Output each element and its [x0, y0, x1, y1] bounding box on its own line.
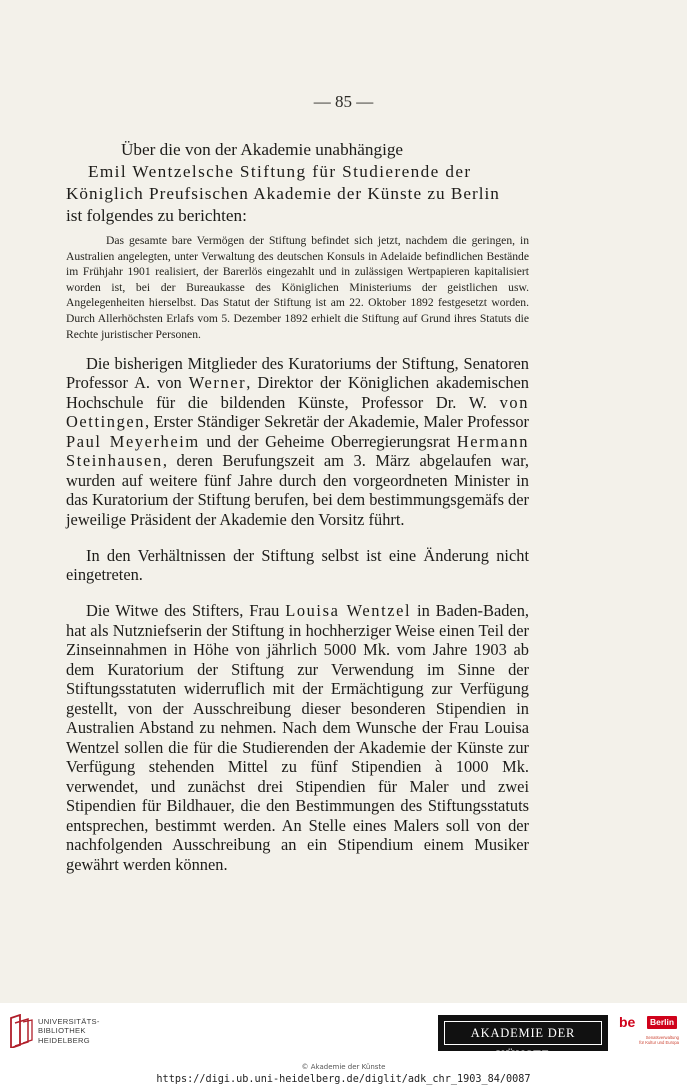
- paragraph-widow: [66, 601, 529, 874]
- university-library-logo-icon[interactable]: [8, 1014, 34, 1048]
- akademie-logo-text: AKADEMIE DER KÜNSTE: [444, 1021, 602, 1045]
- name-werner: Werner: [188, 373, 247, 393]
- berlin-logo-subtitle: [619, 1035, 679, 1045]
- berlin-logo-be: be: [619, 1014, 636, 1030]
- paragraph-curators-text-2: , Direktor der Königlichen akademischen Hochschule für die bildenden Künste, Professor Dr. W.: [66, 373, 529, 412]
- paragraph-widow-text-2: in Baden-Baden, hat als Nutzniefserin der Stiftung in hochherziger Weise einen Teil der Zinseinnahmen in Höhe von jährlich 5000 Mk. vom Jahre 1903 ab dem Kuratorium der Stiftung zur Verwendung im Sinne der Stiftungsstatuten widerruflich mit der Ermächtigung zur Verfügung gestellt, von der Ausschreibung dieser besonderen Stipendien in Australien Abstand zu nehmen. Nach dem Wunsche der Frau Louisa Wentzel sollen die für die Studierenden der Akademie der Künste zur Verfügung stehenden Mittel zu fünf Stipendien à 1000 Mk. verwendet, und zunächst drei Stipendien für Maler und zwei Stipendien für Bildhauer, die den Bestimmungen des Stiftungsstatuts entsprechen, bestimmt werden. An Stelle eines Malers soll von der nachfolgenden Ausschreibung an ein Stipendium einem Musiker gewährt werden können.: [66, 601, 529, 874]
- paragraph-widow-text-1: Die Witwe des Stifters, Frau: [86, 601, 286, 621]
- university-line-1: UNIVERSITÄTS-: [38, 1017, 100, 1026]
- berlin-logo-line-1: Senatsverwaltung: [645, 1035, 679, 1040]
- university-line-2: BIBLIOTHEK: [38, 1026, 86, 1036]
- heading-line-2: Emil Wentzelsche Stiftung für Studierende der: [88, 162, 472, 181]
- paragraph-curators-text-1: Die bisherigen Mitglieder des Kuratoriums der Stiftung, Senatoren Professor A. von: [66, 353, 529, 393]
- heading-line-1: Über die von der Akademie unabhängige: [121, 140, 404, 159]
- berlin-logo-berlin: Berlin: [647, 1016, 677, 1029]
- page-text: [66, 139, 529, 890]
- paragraph-curators-text-5: , deren Berufungszeit am 3. März abgelaufen war, wurden auf weitere fünf Jahre durch den vorgeordneten Minister in das Kuratorium der Stiftung berufen, bei dem bestimmungsgemäfs der jeweilige Präsident der Akademie den Vorsitz führt.: [66, 451, 529, 529]
- source-url-link[interactable]: https://digi.ub.uni-heidelberg.de/diglit/adk_chr_1903_84/0087: [156, 1074, 531, 1085]
- akademie-der-kuenste-logo[interactable]: [438, 1015, 608, 1062]
- small-paragraph: Das gesamte bare Vermögen der Stiftung befindet sich jetzt, nachdem die geringen, in Australien angelegten, unter Verwaltung des deutschen Konsuls in Adelaide befindlichen Bestände im Frühjahr 1901 realisiert, der Barerlös eingezahlt und in zulässigen Wertpapieren kapitalisiert worden ist, bei der Bureaukasse des Königlichen Ministeriums der geistlichen usw. Angelegenheiten hierselbst. Das Statut der Stiftung ist am 22. Oktober 1892 festgesetzt worden. Durch Allerhöchsten Erlafs vom 5. Dezember 1892 erhielt die Stiftung auf Grund ihres Statuts die Rechte juristischer Personen.: [66, 234, 529, 341]
- copyright-notice: © Akademie der Künste: [301, 1063, 386, 1071]
- heading-line-4: ist folgendes zu berichten:: [66, 206, 247, 225]
- paragraph-curators-text-4: und der Geheime Oberregierungsrat: [199, 431, 457, 451]
- page-number: — 85 —: [313, 92, 374, 111]
- paragraph-curators-text-3: , Erster Ständiger Sekretär der Akademie, Maler Professor: [145, 412, 529, 432]
- name-steinhausen: Hermann Steinhausen: [66, 431, 529, 471]
- heading-line-3: Königlich Preufsischen Akademie der Künste zu Berlin: [66, 184, 500, 203]
- paragraph-curators: [66, 354, 529, 530]
- name-louisa-wentzel: Louisa Wentzel: [285, 601, 412, 621]
- university-library-name[interactable]: [38, 1017, 100, 1045]
- berlin-senate-logo[interactable]: [619, 1014, 679, 1054]
- name-oettingen: von Oettingen: [66, 392, 529, 432]
- university-line-3: HEIDELBERG: [38, 1035, 90, 1045]
- berlin-logo-line-2: für Kultur und Europa: [639, 1040, 679, 1046]
- paragraph-no-change: In den Verhältnissen der Stiftung selbst ist eine Änderung nicht eingetreten.: [66, 545, 529, 585]
- name-meyerheim: Paul Meyerheim: [66, 431, 200, 451]
